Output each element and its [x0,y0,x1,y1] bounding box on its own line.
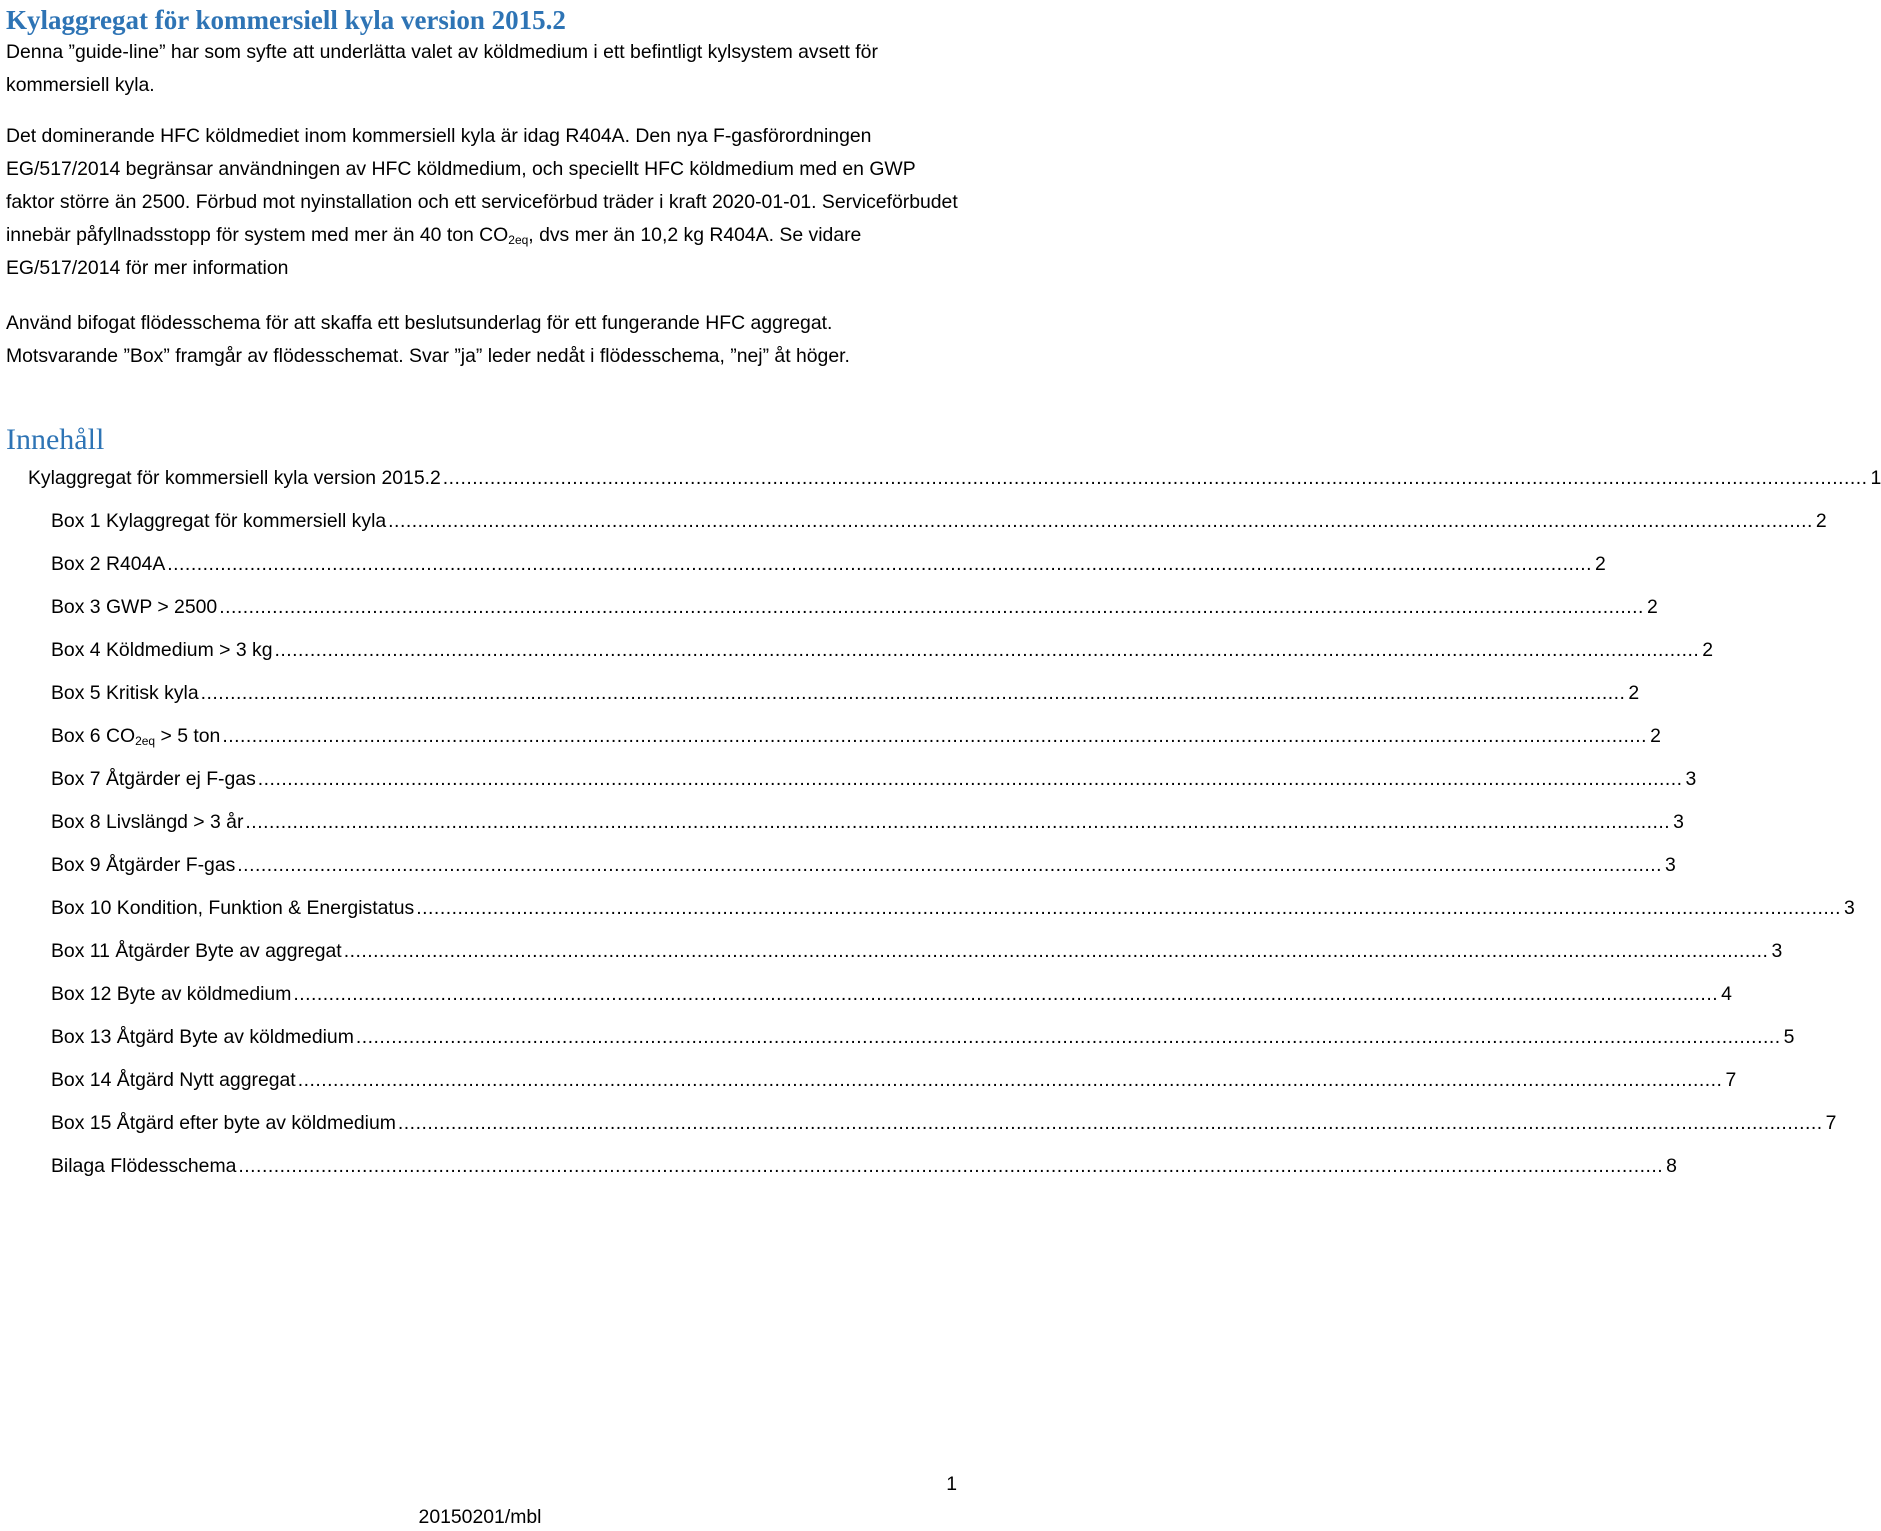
toc-entry-label-end: > 5 ton [155,725,221,747]
toc-page-number: 5 [1783,1026,1795,1048]
toc-page-number: 7 [1725,1069,1737,1091]
toc-dot-leader: .................................................................................................................................................................................................................................................. [388,510,1813,532]
toc-page-number: 3 [1685,768,1697,790]
toc-entry-box-6[interactable] [51,722,1661,750]
toc-entry-label: Box 2 R404A [51,553,166,575]
toc-entry-label: Box 9 Åtgärder F-gas [51,854,236,876]
toc-dot-leader: .................................................................................................................................................................................................................................................. [416,897,1842,919]
toc-dot-leader: .................................................................................................................................................................................................................................................. [293,983,1719,1005]
usage-line-1: Använd bifogat flödesschema för att skaffa ett beslutsunderlag för ett fungerande HFC aggregat. [6,312,833,334]
toc-entry-box-12[interactable] [51,980,1732,1008]
intro-paragraph: Denna ”guide-line” har som syfte att underlätta valet av köldmedium i ett befintligt kylsystem avsett för kommersiell kyla. [6,41,878,96]
usage-paragraph [6,307,958,373]
toc-entry-label: Box 11 Åtgärder Byte av aggregat [51,940,342,962]
toc-heading: Innehåll [6,423,105,456]
toc-entry-label: Box 7 Åtgärder ej F-gas [51,768,256,790]
toc-entry-box-1[interactable] [51,507,1827,535]
toc-entry-label: Kylaggregat för kommersiell kyla version 2015.2 [28,467,441,489]
toc-page-number: 2 [1815,510,1827,532]
toc-dot-leader: .................................................................................................................................................................................................................................................. [397,1112,1823,1134]
footer-text: 20150201/mbl [418,1506,542,1528]
document-title: Kylaggregat för kommersiell kyla version 2015.2 [6,5,566,35]
toc-dot-leader: .................................................................................................................................................................................................................................................. [257,768,1683,790]
toc-dot-leader: .................................................................................................................................................................................................................................................. [237,854,1663,876]
toc-page-number: 1 [1870,467,1881,489]
toc-entry-box-14[interactable] [51,1066,1737,1094]
toc-entry-box-10[interactable] [51,894,1855,922]
toc-dot-leader: .................................................................................................................................................................................................................................................. [222,725,1648,747]
toc-entry-title[interactable] [28,464,1881,492]
toc-dot-leader: .................................................................................................................................................................................................................................................. [200,682,1626,704]
hfc-paragraph [6,120,958,285]
toc-entry-label: Box 13 Åtgärd Byte av köldmedium [51,1026,354,1048]
co2-subscript: 2eq [135,734,156,748]
toc-page-number: 2 [1595,553,1606,575]
toc-entry-box-15[interactable] [51,1109,1837,1137]
toc-entry-box-2[interactable] [51,550,1606,578]
hfc-paragraph-text-end: , dvs mer än 10,2 kg R404A. Se vidare EG/517/2014 för mer information [6,224,862,279]
toc-entry-box-3[interactable] [51,593,1658,621]
toc-entry-box-5[interactable] [51,679,1640,707]
toc-dot-leader: .................................................................................................................................................................................................................................................. [442,467,1868,489]
toc-dot-leader: .................................................................................................................................................................................................................................................. [167,553,1593,575]
toc-entry-label: Box 3 GWP > 2500 [51,596,218,618]
hfc-paragraph-text: Det dominerande HFC köldmediet inom kommersiell kyla är idag R404A. Den nya F-gasförordningen EG/517/2014 begränsar användningen av HFC köldmedium, och speciellt HFC köldmedium med en GWP faktor större än 2500. Förbud mot nyinstallation och ett serviceförbud träder i kraft 2020-01-01. Serviceförbudet innebär påfyllnadsstopp för system med mer än 40 ton CO [6,125,958,246]
toc-dot-leader: .................................................................................................................................................................................................................................................. [219,596,1644,618]
toc-entry-label: Box 12 Byte av köldmedium [51,983,292,1005]
toc-entry-box-4[interactable] [51,636,1714,664]
co2-subscript: 2eq [508,233,529,247]
toc-entry-label: Box 14 Åtgärd Nytt aggregat [51,1069,296,1091]
toc-page-number: 2 [1646,596,1658,618]
toc-entry-label: Box 1 Kylaggregat för kommersiell kyla [51,510,387,532]
page-number: 1 [946,1473,957,1495]
toc-page-number: 3 [1665,854,1676,876]
toc-entry-box-13[interactable] [51,1023,1795,1051]
toc-page-number: 4 [1721,983,1732,1005]
toc-entry-box-8[interactable] [51,808,1684,836]
toc-page-number: 2 [1628,682,1640,704]
toc-dot-leader: .................................................................................................................................................................................................................................................. [238,1155,1664,1177]
toc-page-number: 7 [1825,1112,1837,1134]
toc-page-number: 2 [1650,725,1661,747]
toc-entry-label [51,722,220,750]
toc-entry-label: Box 8 Livslängd > 3 år [51,811,244,833]
toc-dot-leader: .................................................................................................................................................................................................................................................. [355,1026,1781,1048]
toc-entry-box-7[interactable] [51,765,1697,793]
toc-entry-label: Box 10 Kondition, Funktion & Energistatus [51,897,415,919]
toc-dot-leader: .................................................................................................................................................................................................................................................. [274,639,1700,661]
toc-page-number: 3 [1771,940,1783,962]
toc-dot-leader: .................................................................................................................................................................................................................................................. [297,1069,1723,1091]
toc-entry-appendix[interactable] [51,1152,1677,1180]
toc-entry-box-11[interactable] [51,937,1783,965]
toc-page-number: 3 [1673,811,1684,833]
toc-dot-leader: .................................................................................................................................................................................................................................................. [343,940,1769,962]
toc-entry-label: Bilaga Flödesschema [51,1155,237,1177]
toc-page-number: 8 [1666,1155,1677,1177]
toc-entry-label: Box 4 Köldmedium > 3 kg [51,639,273,661]
toc-entry-label: Box 15 Åtgärd efter byte av köldmedium [51,1112,396,1134]
toc-entry-label: Box 5 Kritisk kyla [51,682,199,704]
toc-entry-label-start: Box 6 CO [51,725,136,747]
toc-entry-box-9[interactable] [51,851,1676,879]
usage-line-2: Motsvarande ”Box” framgår av flödesschemat. Svar ”ja” leder nedåt i flödesschema, ”nej” åt höger. [6,345,850,367]
toc-dot-leader: .................................................................................................................................................................................................................................................. [245,811,1671,833]
toc-page-number: 3 [1844,897,1855,919]
toc-page-number: 2 [1702,639,1714,661]
